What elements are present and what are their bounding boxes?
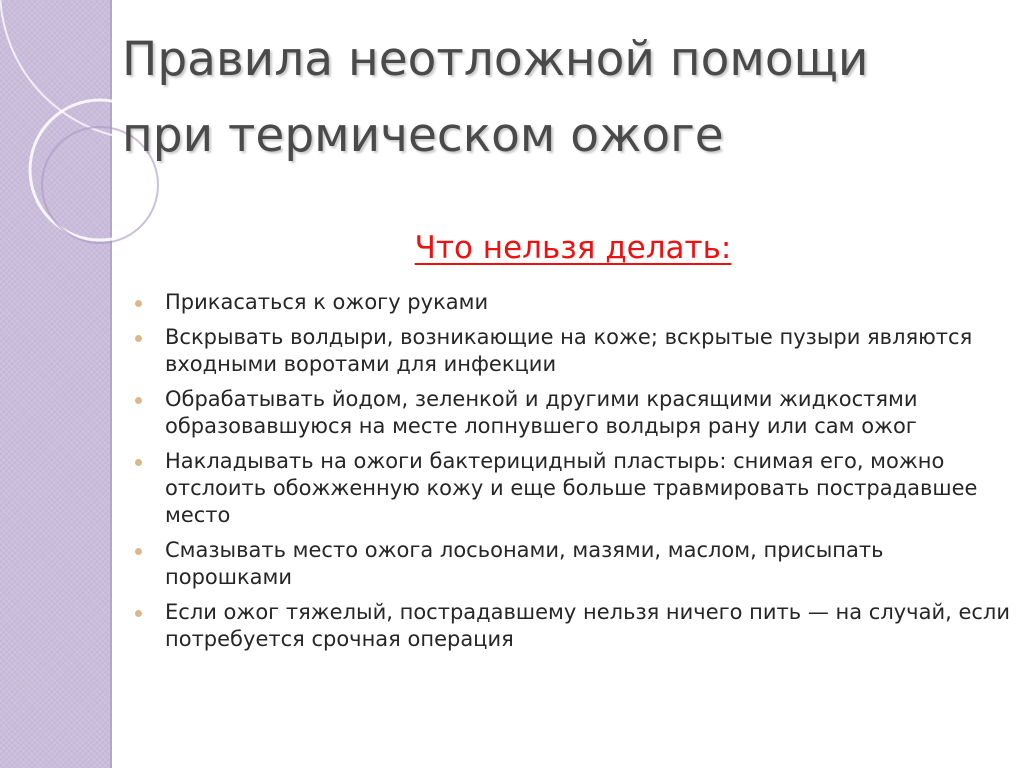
bullet-dot-icon [135,300,142,307]
bullet-item [130,448,1010,529]
bullet-text: Обрабатывать йодом, зеленкой и другими красящими жидкостями образовавшуюся на месте лопнувшего волдыря рану или сам ожог [165,387,918,438]
bullet-text: Накладывать на ожоги бактерицидный пластырь: снимая его, можно отслоить обожженную кожу и еще больше травмировать пострадавшее место [165,449,978,527]
bullet-item [130,537,1010,591]
slide-title-line-1: Правила неотложной помощи [122,32,869,87]
bullet-item [130,599,1010,653]
bullet-text: Если ожог тяжелый, пострадавшему нельзя ничего пить — на случай, если потребуется срочная операция [165,600,1010,651]
bullet-dot-icon [135,397,142,404]
slide-title-line-2: при термическом ожоге [122,108,724,163]
slide-title [122,22,1002,174]
bullet-text: Прикасаться к ожогу руками [165,290,489,314]
bullet-dot-icon [135,459,142,466]
slide-subtitle: Что нельзя делать: [414,230,732,266]
bullet-text: Вскрывать волдыри, возникающие на коже; вскрытые пузыри являются входными воротами для инфекции [165,325,973,376]
bullet-list [130,289,1010,661]
bullet-dot-icon [135,610,142,617]
bullet-dot-icon [135,335,142,342]
bullet-text: Смазывать место ожога лосьонами, мазями, маслом, присыпать порошками [165,538,884,589]
bullet-dot-icon [135,548,142,555]
bullet-item [130,324,1010,378]
bullet-item [130,289,1010,316]
bullet-item [130,386,1010,440]
